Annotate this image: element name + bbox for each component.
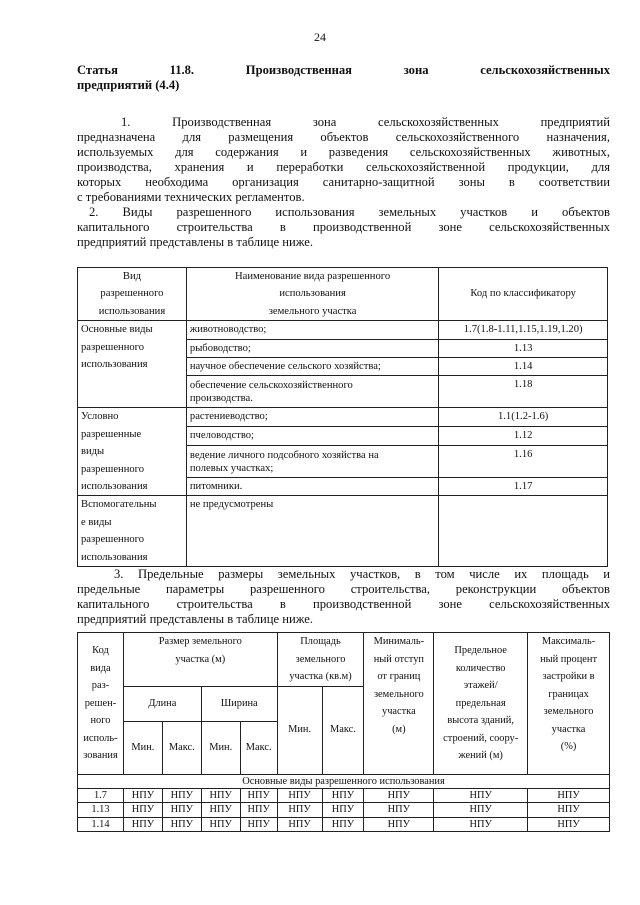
- header-max-coverage: Максималь- ный процент застройки в границах земельного участка (%): [528, 633, 610, 775]
- cell-value: НПУ: [240, 817, 277, 831]
- cell-value: НПУ: [434, 803, 528, 817]
- section-title: Основные виды разрешенного использования: [78, 774, 610, 788]
- use-name: научное обеспечение сельского хозяйства;: [186, 358, 438, 376]
- cell-value: НПУ: [364, 817, 434, 831]
- paragraph-line: 1. Производственная зона сельскохозяйственных предприятий: [121, 115, 610, 129]
- use-name: ведение личного подсобного хозяйства на полевых участках;: [186, 445, 438, 477]
- header-max-floors: Предельное количество этажей/ предельная высота зданий, строений, соору- жений (м): [434, 633, 528, 775]
- cell-value: НПУ: [434, 817, 528, 831]
- classifier-code: 1.1(1.2-1.6): [439, 408, 608, 427]
- table-header-row: [78, 633, 610, 687]
- cell-value: НПУ: [123, 817, 162, 831]
- header-length: Длина: [123, 686, 201, 721]
- cell-value: НПУ: [322, 817, 364, 831]
- classifier-code: 1.18: [439, 376, 608, 408]
- table-row: [78, 788, 610, 802]
- cell-value: НПУ: [162, 803, 201, 817]
- header-classifier-code: Код по классификатору: [439, 268, 608, 321]
- cell-value: НПУ: [528, 817, 610, 831]
- use-name: не предусмотрены: [186, 496, 438, 567]
- header-area-max: Макс.: [322, 686, 364, 774]
- paragraph-line: предприятий представлены в таблице ниже.: [77, 612, 313, 626]
- cell-value: НПУ: [322, 788, 364, 802]
- cell-value: НПУ: [322, 803, 364, 817]
- cell-value: НПУ: [434, 788, 528, 802]
- paragraph-line: производства, хранения и переработки сельскохозяйственной продукции, для: [77, 160, 610, 174]
- classifier-code: 1.17: [439, 477, 608, 496]
- cell-value: НПУ: [162, 817, 201, 831]
- paragraph-line: капитального строительства в производственной зоне сельскохозяйственных: [77, 220, 610, 234]
- cell-value: НПУ: [364, 788, 434, 802]
- use-name: пчеловодство;: [186, 427, 438, 446]
- permitted-use-table: [77, 267, 608, 567]
- classifier-code: [439, 496, 608, 567]
- classifier-code: 1.13: [439, 339, 608, 357]
- cell-value: НПУ: [364, 803, 434, 817]
- header-use-code: Код вида раз- решен- ного исполь- зования: [78, 633, 124, 775]
- use-name: растениеводство;: [186, 408, 438, 427]
- article-heading-line2: предприятий (4.4): [77, 78, 180, 92]
- header-min-setback: Минималь- ный отступ от границ земельного участка (м): [364, 633, 434, 775]
- cell-value: НПУ: [201, 788, 240, 802]
- table-row: [78, 817, 610, 831]
- header-plot-size: Размер земельного участка (м): [123, 633, 277, 687]
- use-code: 1.13: [78, 803, 124, 817]
- table-header-row: [78, 268, 608, 321]
- header-plot-area: Площадь земельного участка (кв.м): [277, 633, 364, 687]
- paragraph-line: с требованиями технических регламентов.: [77, 190, 305, 204]
- paragraph-line: предельные параметры разрешенного строительства, реконструкции объектов: [77, 582, 610, 596]
- paragraph-line: используемых для содержания и разведения сельскохозяйственных животных,: [77, 145, 610, 159]
- classifier-code: 1.16: [439, 445, 608, 477]
- table-row: [78, 321, 608, 339]
- cell-value: НПУ: [123, 803, 162, 817]
- use-type-main: Основные виды разрешенного использования: [78, 321, 187, 408]
- paragraph-line: 2. Виды разрешенного использования земельных участков и объектов: [89, 205, 610, 219]
- header-use-type: Вид разрешенного использования: [78, 268, 187, 321]
- classifier-code: 1.12: [439, 427, 608, 446]
- cell-value: НПУ: [201, 817, 240, 831]
- cell-value: НПУ: [240, 803, 277, 817]
- paragraph-line: предприятий представлены в таблице ниже.: [77, 235, 313, 249]
- header-use-name: Наименование вида разрешенного использования земельного участка: [186, 268, 438, 321]
- paragraph-line: капитального строительства в производственной зоне сельскохозяйственных: [77, 597, 610, 611]
- use-code: 1.7: [78, 788, 124, 802]
- header-width-max: Макс.: [240, 721, 277, 774]
- use-name: обеспечение сельскохозяйственного производства.: [186, 376, 438, 408]
- use-name: рыбоводство;: [186, 339, 438, 357]
- use-type-conditional: Условно разрешенные виды разрешенного использования: [78, 408, 187, 496]
- use-name: питомники.: [186, 477, 438, 496]
- cell-value: НПУ: [201, 803, 240, 817]
- paragraph-line: предназначена для размещения объектов сельскохозяйственного назначения,: [77, 130, 610, 144]
- classifier-code: 1.14: [439, 358, 608, 376]
- cell-value: НПУ: [528, 803, 610, 817]
- use-name: животноводство;: [186, 321, 438, 339]
- cell-value: НПУ: [528, 788, 610, 802]
- table-row: [78, 408, 608, 427]
- cell-value: НПУ: [162, 788, 201, 802]
- header-width-min: Мин.: [201, 721, 240, 774]
- section-row: [78, 774, 610, 788]
- header-width: Ширина: [201, 686, 277, 721]
- use-code: 1.14: [78, 817, 124, 831]
- cell-value: НПУ: [277, 803, 322, 817]
- table-row: [78, 496, 608, 567]
- header-length-min: Мин.: [123, 721, 162, 774]
- plot-size-limits-table: [77, 632, 610, 832]
- cell-value: НПУ: [277, 817, 322, 831]
- classifier-code: 1.7(1.8-1.11,1.15,1.19,1.20): [439, 321, 608, 339]
- table-row: [78, 803, 610, 817]
- use-type-auxiliary: Вспомогательны е виды разрешенного использования: [78, 496, 187, 567]
- paragraph-line: которых необходима организация санитарно-защитной зоны в соответствии: [77, 175, 610, 189]
- cell-value: НПУ: [123, 788, 162, 802]
- article-heading-line1: Статья 11.8. Производственная зона сельскохозяйственных: [77, 63, 610, 77]
- page-number: 24: [314, 30, 326, 44]
- header-area-min: Мин.: [277, 686, 322, 774]
- header-length-max: Макс.: [162, 721, 201, 774]
- cell-value: НПУ: [277, 788, 322, 802]
- cell-value: НПУ: [240, 788, 277, 802]
- paragraph-line: 3. Предельные размеры земельных участков, в том числе их площадь и: [114, 567, 610, 581]
